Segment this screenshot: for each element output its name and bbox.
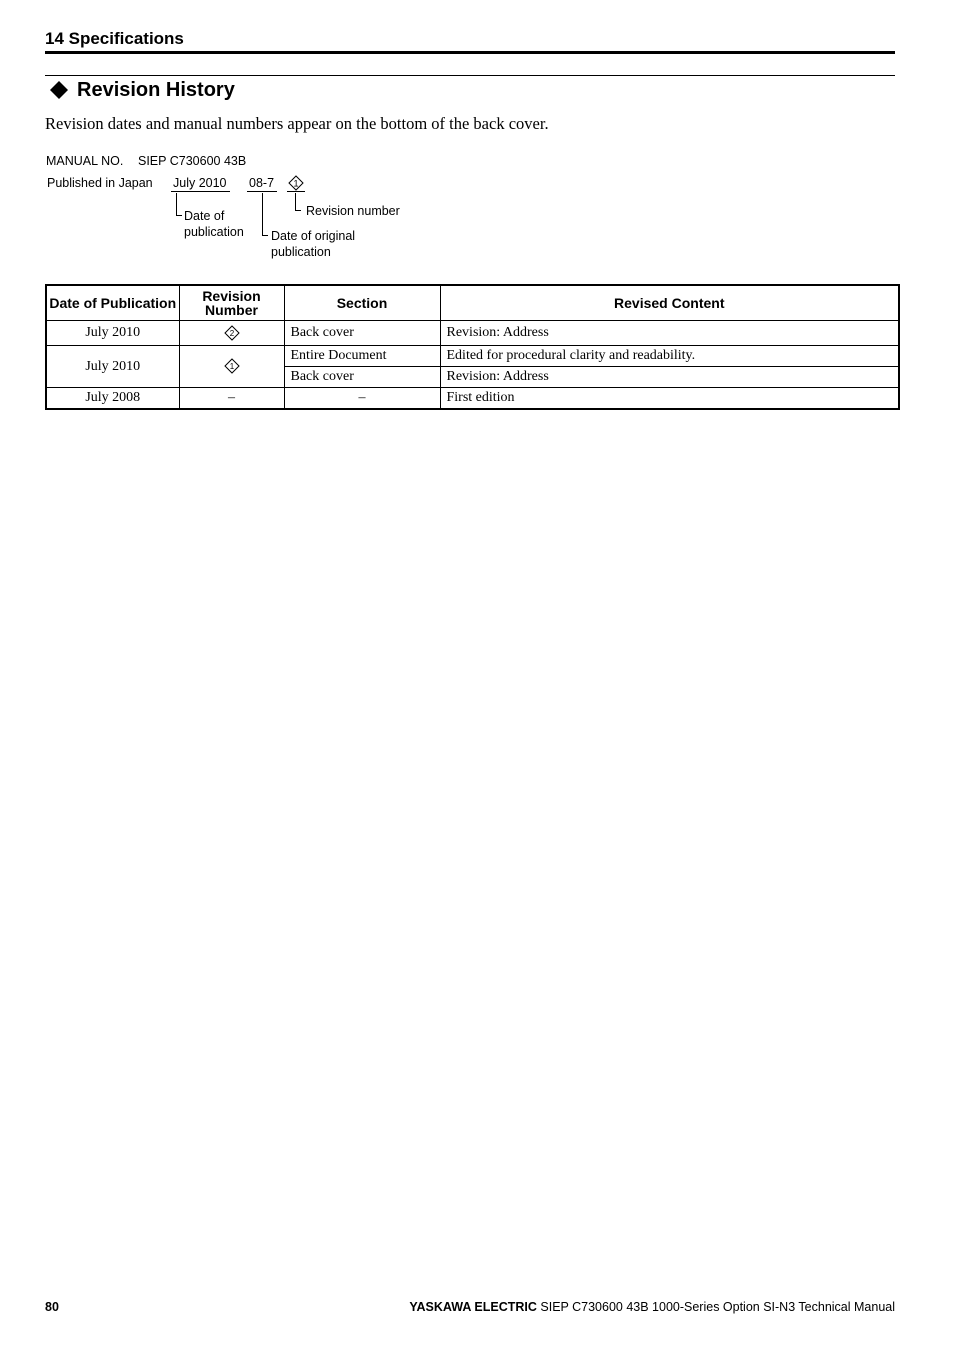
svg-text:1: 1 <box>293 178 299 189</box>
cell-date: July 2010 <box>46 321 179 346</box>
section-divider <box>45 75 895 76</box>
footer-brand: YASKAWA ELECTRIC <box>409 1300 537 1314</box>
table-header-row <box>46 285 899 321</box>
publication-date: July 2010 <box>173 176 227 190</box>
revision-symbol-icon <box>287 175 305 191</box>
cell-date: July 2008 <box>46 388 179 410</box>
rev-callout-line <box>295 193 296 211</box>
cell-section: Back cover <box>284 321 440 346</box>
date-callout-line <box>176 193 177 216</box>
section-heading <box>49 78 235 102</box>
date-callout-tick <box>176 215 182 216</box>
intro-text: Revision dates and manual numbers appear on the bottom of the back cover. <box>45 114 549 133</box>
callout-orig-line1: Date of original <box>271 229 356 243</box>
rev-callout-tick <box>295 210 301 211</box>
date-underline <box>171 191 230 192</box>
cell-date: July 2010 <box>46 346 179 388</box>
header-section: Section <box>284 285 440 321</box>
published-label: Published in Japan <box>47 176 153 190</box>
revision-2-icon <box>224 325 240 341</box>
callout-date-line2: publication <box>184 225 244 239</box>
cell-revision <box>179 321 284 346</box>
header-rev-line1: Revision <box>202 288 261 304</box>
chapter-title: 14 Specifications <box>45 29 184 48</box>
table-row <box>46 346 899 367</box>
revision-1-icon <box>224 358 240 374</box>
diamond-bullet-icon <box>49 78 69 102</box>
section-title: Revision History <box>77 78 235 101</box>
svg-text:1: 1 <box>229 362 234 372</box>
footer-doc-info <box>409 1300 895 1314</box>
cell-section: Back cover <box>284 367 440 388</box>
chapter-header <box>45 29 895 54</box>
manual-no-value: SIEP C730600 43B <box>138 154 247 168</box>
orig-callout-tick <box>262 235 268 236</box>
cell-content: Revision: Address <box>440 321 899 346</box>
header-revision-number <box>179 285 284 321</box>
cell-content: Revision: Address <box>440 367 899 388</box>
page-number: 80 <box>45 1300 59 1314</box>
callout-orig-line2: publication <box>271 245 331 259</box>
manual-no-label: MANUAL NO. <box>46 154 124 168</box>
cell-section: Entire Document <box>284 346 440 367</box>
svg-text:2: 2 <box>229 328 234 338</box>
table-row <box>46 321 899 346</box>
cell-content: Edited for procedural clarity and readability. <box>440 346 899 367</box>
original-code: 08-7 <box>249 176 275 190</box>
cell-revision <box>179 346 284 388</box>
callout-date-line1: Date of <box>184 209 225 223</box>
table-row <box>46 388 899 410</box>
header-date: Date of Publication <box>46 285 179 321</box>
cell-revision: – <box>179 388 284 410</box>
cell-content: First edition <box>440 388 899 410</box>
symbol-underline <box>287 191 305 192</box>
callout-revision: Revision number <box>306 204 400 218</box>
header-revised-content: Revised Content <box>440 285 899 321</box>
cell-section: – <box>284 388 440 410</box>
code-underline <box>247 191 277 192</box>
orig-callout-line <box>262 193 263 236</box>
revision-table <box>45 284 900 410</box>
footer-doc-title: SIEP C730600 43B 1000-Series Option SI-N3 Technical Manual <box>536 1300 895 1314</box>
header-rev-line2: Number <box>205 302 258 318</box>
